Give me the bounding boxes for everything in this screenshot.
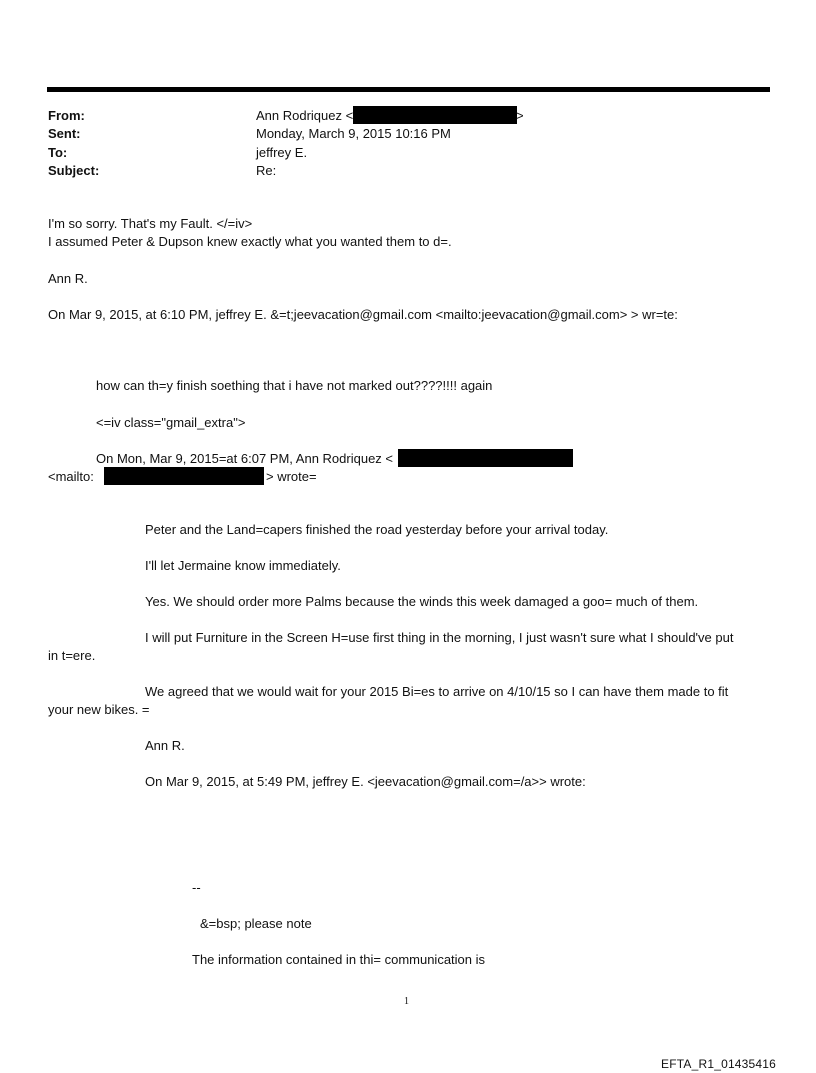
quoted-paragraph: Peter and the Land=capers finished the road yesterday before your arrival today. (145, 522, 609, 537)
quoted-message: how can th=y finish soething that i have not marked out????!!!! again (96, 378, 493, 393)
signature: Ann R. (48, 271, 88, 286)
to-label: To: (48, 145, 68, 160)
header-rule (47, 87, 770, 92)
quote-header: On Mon, Mar 9, 2015=at 6:07 PM, Ann Rodriquez < (96, 451, 394, 466)
redaction-box (353, 106, 517, 124)
from-suffix: > (516, 108, 524, 123)
disclaimer-line: &=bsp; please note (200, 916, 312, 931)
quoted-paragraph: Yes. We should order more Palms because the winds this week damaged a goo= much of them. (145, 594, 699, 609)
quote-header: On Mar 9, 2015, at 5:49 PM, jeffrey E. <jeevacation@gmail.com=/a>> wrote: (145, 774, 586, 789)
document-id: EFTA_R1_01435416 (661, 1057, 777, 1071)
sent-value: Monday, March 9, 2015 10:16 PM (256, 126, 451, 141)
sent-label: Sent: (48, 126, 81, 141)
disclaimer-line: The information contained in thi= communication is (192, 952, 486, 967)
quoted-paragraph: I will put Furniture in the Screen H=use first thing in the morning, I just wasn't sure what I should've put (145, 630, 734, 645)
mailto-suffix: > wrote= (266, 469, 317, 484)
body-line: I'm so sorry. That's my Fault. </=iv> (48, 216, 253, 231)
body-line: I assumed Peter & Dupson knew exactly what you wanted them to d=. (48, 234, 452, 249)
quote-header: On Mar 9, 2015, at 6:10 PM, jeffrey E. &=t;jeevacation@gmail.com <mailto:jeevacation@gmail.com> > wr=te: (48, 307, 678, 322)
signature-separator: -- (192, 880, 201, 895)
signature: Ann R. (145, 738, 185, 753)
from-value: Ann Rodriquez < (256, 108, 354, 123)
redaction-box (398, 449, 573, 467)
mailto-prefix: <mailto: (48, 469, 94, 484)
html-residue: <=iv class="gmail_extra"> (96, 415, 246, 430)
from-label: From: (48, 108, 85, 123)
quoted-paragraph: in t=ere. (48, 648, 96, 663)
quoted-paragraph: your new bikes. = (48, 702, 150, 717)
page-number: 1 (404, 996, 409, 1007)
quoted-paragraph: We agreed that we would wait for your 2015 Bi=es to arrive on 4/10/15 so I can have them made to fit (145, 684, 729, 699)
subject-value: Re: (256, 163, 277, 178)
to-value: jeffrey E. (256, 145, 308, 160)
quoted-paragraph: I'll let Jermaine know immediately. (145, 558, 341, 573)
subject-label: Subject: (48, 163, 100, 178)
redaction-box (104, 467, 264, 485)
